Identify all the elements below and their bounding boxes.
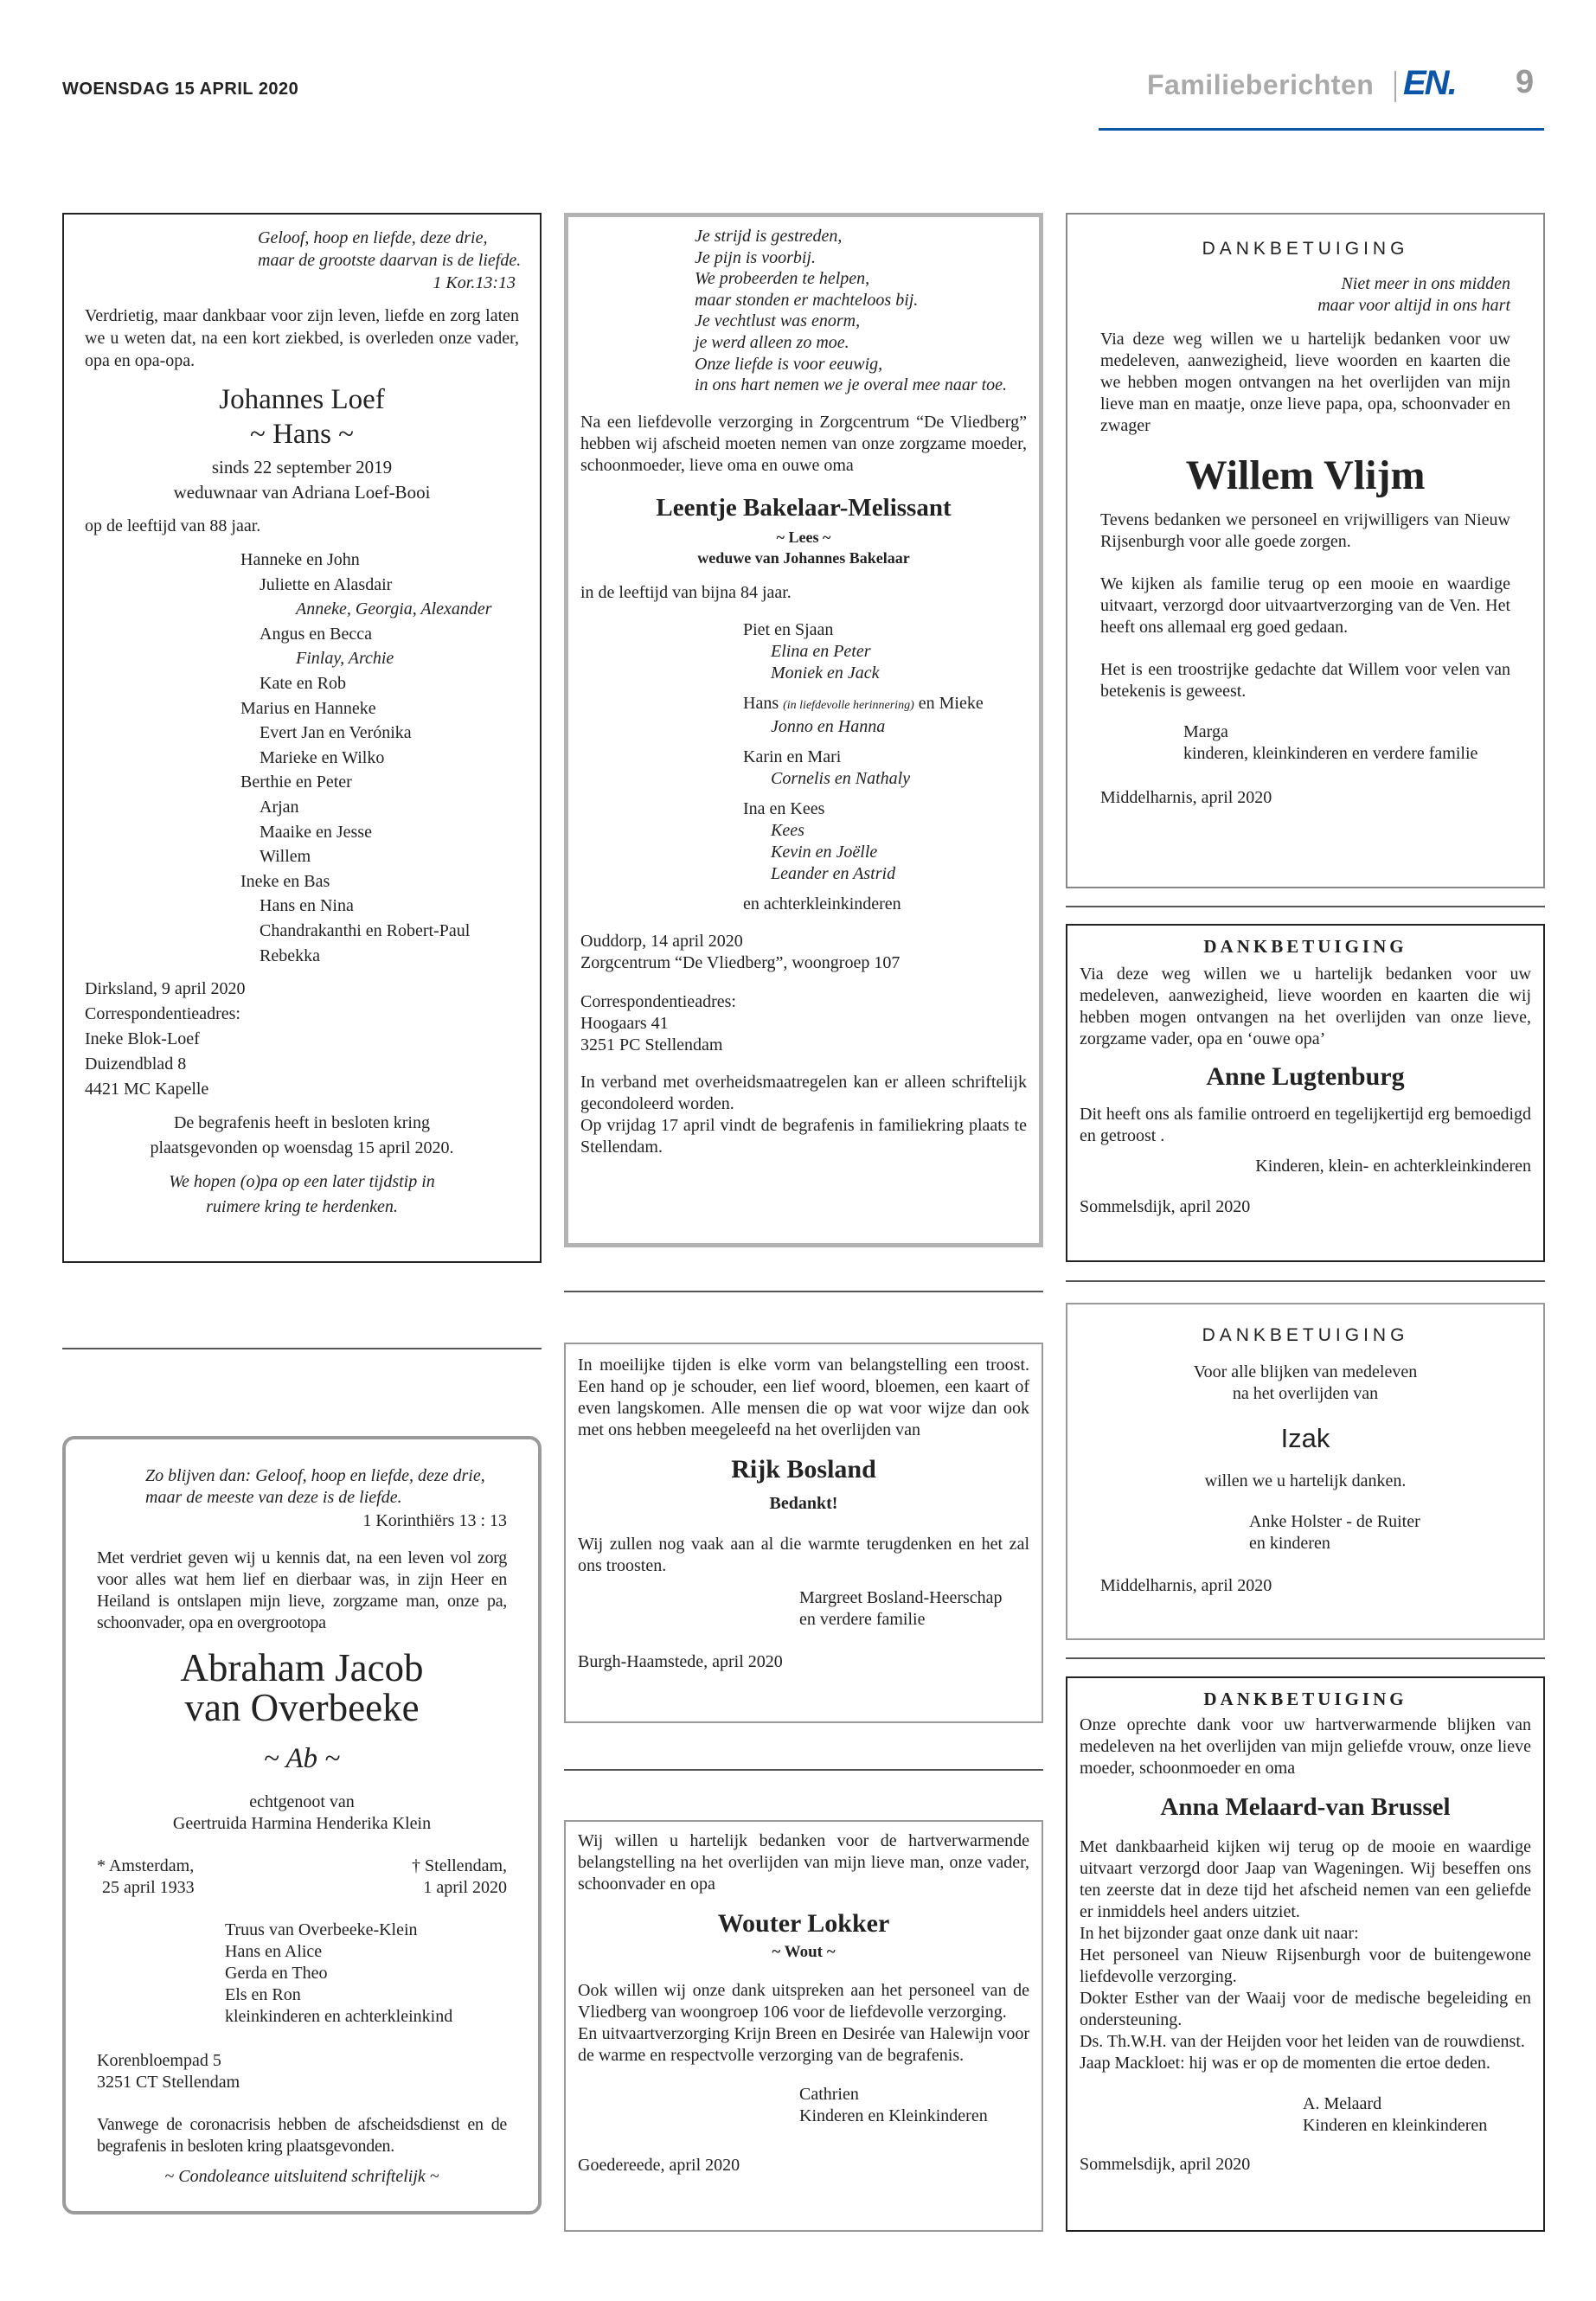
deceased-name: Izak <box>1280 1423 1330 1453</box>
covid-note: Vanwege de coronacrisis hebben de afscheidsdienst en de begrafenis in besloten kring plaatsgevonden. <box>97 2115 507 2156</box>
quote-line: Niet meer in ons midden <box>1341 274 1510 293</box>
death-block <box>412 1856 507 1899</box>
measures-note: In verband met overheidsmaatregelen kan er alleen schriftelijk gecondoleerd worden. <box>580 1072 1027 1113</box>
signature-name: A. Melaard <box>1303 2094 1382 2113</box>
family-member: Kate en Rob <box>260 673 346 693</box>
family-head: Karin en Mari <box>743 747 842 766</box>
signature <box>1303 2093 1531 2137</box>
column-divider <box>62 1348 542 1349</box>
thanks-text: In moeilijke tijden is elke vorm van belangstelling een troost. Een hand op je schouder, een lief woord, bloemen, een kaart of even langskomen. Alle mensen die op wat voor wijze dan ook met ons hebben meegeleefd na het overlijden van <box>578 1356 1029 1439</box>
poem-line: Onze liefde is voor eeuwig, <box>695 354 883 374</box>
column-divider <box>564 1291 1043 1292</box>
thanks-minister: Ds. Th.W.H. van der Heijden voor het leiden van de rouwdienst. <box>1080 2032 1525 2051</box>
heading: DANKBETUIGING <box>1202 239 1409 259</box>
place-date: Burgh-Haamstede, april 2020 <box>578 1652 783 1671</box>
poem-line: maar stonden er machteloos bij. <box>695 290 919 310</box>
quote-line: maar de grootste daarvan is de liefde. <box>258 251 522 270</box>
family-member: Maaike en Jesse <box>260 822 372 842</box>
family-member: Hans en Alice <box>225 1942 323 1961</box>
thanks-staff: Tevens bedanken we personeel en vrijwilligers van Nieuw Rijsenburgh voor alle goede zorgen. <box>1100 510 1510 551</box>
thanks-funeral: We kijken als familie terug op een mooie en waardige uitvaart, verzorgd door uitvaartverzorging van de Ven. Het heeft ons allemaal erg goed gedaan. <box>1100 574 1510 637</box>
thanks-line: willen we u hartelijk danken. <box>1204 1471 1407 1490</box>
comfort-text: Wij zullen nog vaak aan al die warmte terugdenken en het zal ons troosten. <box>578 1535 1029 1575</box>
since-date: sinds 22 september 2019 <box>211 457 393 478</box>
signature-family: en kinderen <box>1249 1534 1330 1553</box>
family-member: Els en Ron <box>225 1985 301 2004</box>
heading: DANKBETUIGING <box>1203 936 1407 957</box>
great-grandchildren: en achterkleinkinderen <box>743 894 901 913</box>
deceased-nickname: ~ Lees ~ <box>776 528 831 546</box>
deceased-name-first: Abraham Jacob <box>180 1646 424 1689</box>
address-block <box>85 977 519 1102</box>
column-divider <box>564 1769 1043 1771</box>
memorial-note: (in liefdevolle herinnering) <box>783 698 914 712</box>
thanks-doctor: Dokter Esther van der Waaij voor de medische begeleiding en ondersteuning. <box>1080 1989 1531 2029</box>
poem-line: in ons hart nemen we je overal mee naar toe. <box>695 375 1008 395</box>
thanks-text: Via deze weg willen we u hartelijk bedanken voor uw medeleven, aanwezigheid, lieve woorden en kaarten die wij hebben mogen ontvangen na het overlijden van onze lieve, zorgzame vader, opa en ‘ouwe opa’ <box>1080 965 1531 1048</box>
thanks-mackloet: Jaap Mackloet: hij was er op de momenten die ertoe deden. <box>1080 2054 1490 2073</box>
family-member: Hanneke en John <box>240 550 360 569</box>
family-member: Elina en Peter <box>771 641 871 661</box>
family-member: Chandrakanthi en Robert-Paul <box>260 920 471 940</box>
family-member: kleinkinderen en achterkleinkind <box>225 2007 453 2026</box>
funeral-note: Op vrijdag 17 april vindt de begrafenis in familiekring plaats te Stellendam. <box>580 1115 1027 1157</box>
signature <box>1249 1511 1510 1554</box>
signature-family: kinderen, kleinkinderen en verdere familie <box>1183 744 1478 763</box>
funeral-line: De begrafenis heeft in besloten kring <box>173 1113 430 1133</box>
widower-line: weduwnaar van Adriana Loef-Booi <box>173 482 431 503</box>
dates-row <box>97 1856 507 1899</box>
death-place: † Stellendam, <box>412 1856 507 1875</box>
thanks-text: Via deze weg willen we u hartelijk bedanken voor uw medeleven, aanwezigheid, lieve woorden en kaarten die we hebben mogen ontvangen na het overlijden van mijn lieve man en maatje, onze lieve papa, opa, schoonvader en zwager <box>1100 330 1510 435</box>
funeral-text: Met dankbaarheid kijken wij terug op de mooie en waardige uitvaart verzorgd door Jaap van Wageningen. Wij beseffen ons ten zeerste dat in deze tijd het afscheid nemen van een geliefde er inmiddels heel anders uitziet. <box>1080 1837 1531 1921</box>
poem-line: je werd alleen zo moe. <box>695 332 849 352</box>
signature-name: Marga <box>1183 722 1228 741</box>
deceased-name: Wouter Lokker <box>717 1909 890 1938</box>
signature: Kinderen, klein- en achterkleinkinderen <box>1255 1157 1531 1176</box>
address-city: 3251 CT Stellendam <box>97 2073 240 2092</box>
funeral-note <box>85 1111 519 1161</box>
deceased-name: Johannes Loef <box>219 384 385 415</box>
poem-line: Je pijn is voorbij. <box>695 247 816 267</box>
intro-line: na het overlijden van <box>1232 1384 1379 1403</box>
header-rule <box>1099 128 1544 131</box>
family-member: Kees <box>771 820 804 840</box>
signature-name: Cathrien <box>799 2085 859 2104</box>
correspondence-city: 4421 MC Kapelle <box>85 1080 209 1099</box>
family-list <box>743 619 1027 915</box>
signature-name: Anke Holster - de Ruiter <box>1249 1512 1420 1531</box>
column-divider <box>1066 1280 1545 1282</box>
notice-abraham-van-overbeeke <box>62 1436 542 2214</box>
family-member: Kevin en Joëlle <box>771 842 878 862</box>
family-member: Anneke, Georgia, Alexander <box>296 599 492 619</box>
remembrance-line: We hopen (o)pa op een later tijdstip in <box>169 1172 435 1192</box>
deceased-nickname: ~ Ab ~ <box>263 1743 341 1774</box>
family-member: Leander en Astrid <box>771 863 896 883</box>
notice-anne-lugtenburg <box>1066 924 1545 1262</box>
correspondence-city: 3251 PC Stellendam <box>580 1035 723 1054</box>
family-head: Piet en Sjaan <box>743 619 834 639</box>
bible-quote <box>145 1465 507 1509</box>
special-thanks-label: In het bijzonder gaat onze dank uit naar: <box>1080 1924 1359 1943</box>
family-head-partner: en Mieke <box>918 693 984 713</box>
correspondence-label: Correspondentieadres: <box>580 991 736 1011</box>
publication-logo: EN. <box>1403 64 1456 102</box>
place-date: Dirksland, 9 april 2020 <box>85 979 246 999</box>
place-date: Sommelsdijk, april 2020 <box>1080 1197 1251 1216</box>
place-date: Sommelsdijk, april 2020 <box>1080 2155 1251 2174</box>
signature-family: Kinderen en Kleinkinderen <box>799 2106 988 2125</box>
family-head: Ina en Kees <box>743 798 825 818</box>
poem-line: We probeerden te helpen, <box>695 269 870 289</box>
heading: DANKBETUIGING <box>1203 1689 1407 1709</box>
family-member: Marieke en Wilko <box>260 747 385 767</box>
poem-line: Je vechtlust was enorm, <box>695 311 861 331</box>
bible-quote <box>258 227 522 294</box>
birth-block <box>97 1856 195 1899</box>
remembrance-line: ruimere kring te herdenken. <box>206 1197 398 1217</box>
family-member: Arjan <box>260 797 299 817</box>
place-date: Ouddorp, 14 april 2020 <box>580 931 743 951</box>
correspondence-name: Ineke Blok-Loef <box>85 1029 200 1049</box>
thanks-staff: Ook willen wij onze dank uitspreken aan het personeel van de Vliedberg van woongroep 106 voor de liefdevolle verzorging. <box>578 1981 1029 2022</box>
place-date: Middelharnis, april 2020 <box>1100 1576 1272 1595</box>
funeral-line: plaatsgevonden op woensdag 15 april 2020. <box>150 1138 454 1158</box>
poem-line: Je strijd is gestreden, <box>695 227 843 246</box>
issue-date: WOENSDAG 15 APRIL 2020 <box>62 80 299 99</box>
family-member: Finlay, Archie <box>296 649 394 669</box>
correspondence-street: Hoogaars 41 <box>580 1013 669 1033</box>
column-divider <box>1066 1657 1545 1659</box>
family-head <box>743 693 1027 716</box>
family-member: Willem <box>260 847 311 867</box>
correspondence-label: Correspondentieadres: <box>85 1004 240 1024</box>
death-date: 1 april 2020 <box>423 1878 507 1897</box>
spouse-label: echtgenoot van <box>249 1792 355 1811</box>
deceased-nickname: ~ Wout ~ <box>772 1943 836 1961</box>
address-street: Korenbloempad 5 <box>97 2051 221 2070</box>
quote-line: Zo blijven dan: Geloof, hoop en liefde, deze drie, <box>145 1466 485 1485</box>
birth-place: * Amsterdam, <box>97 1856 195 1875</box>
family-member: Evert Jan en Verónika <box>260 723 412 743</box>
family-member: Marius en Hanneke <box>240 698 376 718</box>
family-member: Truus van Overbeeke-Klein <box>225 1920 418 1939</box>
intro-text: Met verdriet geven wij u kennis dat, na een leven vol zorg voor alles wat hem lief en dierbaar was, in zijn Heer en Heiland is ontslapen mijn lieve, zorgzame man, onze pa, schoonvader, opa en overgrootopa <box>97 1548 507 1632</box>
signature-name: Margreet Bosland-Heerschap <box>799 1588 1003 1607</box>
correspondence-street: Duizendblad 8 <box>85 1054 187 1074</box>
family-head-name: Hans <box>743 693 779 713</box>
deceased-name: Leentje Bakelaar-Melissant <box>656 493 952 522</box>
thanks-funeral: En uitvaartverzorging Krijn Breen en Desirée van Halewijn voor de warme en respectvolle verzorging van de begrafenis. <box>578 2024 1029 2065</box>
address-block <box>580 991 1027 1056</box>
place-date: Goedereede, april 2020 <box>578 2156 740 2175</box>
family-list <box>225 1920 507 2028</box>
intro-line: Voor alle blijken van medeleven <box>1193 1362 1418 1381</box>
thanks-word: Bedankt! <box>769 1494 838 1513</box>
deceased-nickname: ~ Hans ~ <box>249 419 355 450</box>
page-number: 9 <box>1516 64 1535 100</box>
notice-willem-vlijm <box>1066 213 1545 888</box>
poem <box>695 226 1027 396</box>
remembrance-note <box>85 1170 519 1220</box>
quote-reference: 1 Korinthiërs 13 : 13 <box>362 1511 507 1530</box>
comfort-text: Het is een troostrijke gedachte dat Willem voor velen van betekenis is geweest. <box>1100 660 1510 701</box>
family-member: Juliette en Alasdair <box>260 574 393 594</box>
birth-date: 25 april 1933 <box>102 1878 195 1897</box>
intro-text: Na een liefdevolle verzorging in Zorgcentrum “De Vliedberg” hebben wij afscheid moeten nemen van onze zorgzame moeder, schoonmoeder, lieve oma en ouwe oma <box>580 412 1027 475</box>
deceased-name: Willem Vlijm <box>1185 452 1426 498</box>
address-block <box>97 2050 507 2093</box>
heading: DANKBETUIGING <box>1202 1325 1409 1345</box>
quote <box>1100 273 1510 317</box>
quote-reference: 1 Kor.13:13 <box>433 273 516 292</box>
deceased-name: Anne Lugtenburg <box>1206 1062 1405 1091</box>
place-date: Middelharnis, april 2020 <box>1100 788 1272 807</box>
thanks-staff: Het personeel van Nieuw Rijsenburgh voor de buitengewone liefdevolle verzorging. <box>1080 1945 1531 1986</box>
signature <box>1183 721 1510 765</box>
intro-text <box>1100 1362 1510 1405</box>
family-member: Hans en Nina <box>260 896 354 916</box>
quote-line: maar voor altijd in ons hart <box>1317 296 1510 315</box>
notice-izak <box>1066 1303 1545 1640</box>
intro-text: Verdrietig, maar dankbaar voor zijn leven, liefde en zorg laten we u weten dat, na een kort ziekbed, is overleden onze vader, opa en opa-opa. <box>85 306 519 370</box>
thanks-text: Onze oprechte dank voor uw hartverwarmende blijken van medeleven na het overlijden van mijn geliefde vrouw, onze lieve moeder, schoonmoeder en oma <box>1080 1715 1531 1778</box>
family-member: Jonno en Hanna <box>771 716 886 736</box>
notice-rijk-bosland <box>564 1343 1043 1723</box>
notice-anna-melaard <box>1066 1676 1545 2232</box>
family-member: Gerda en Theo <box>225 1964 328 1983</box>
header-divider <box>1394 71 1396 102</box>
deceased-name: Rijk Bosland <box>731 1455 876 1484</box>
deceased-name: Anna Melaard-van Brussel <box>1160 1793 1451 1821</box>
care-centre: Zorgcentrum “De Vliedberg”, woongroep 107 <box>580 952 901 972</box>
notice-wouter-lokker <box>564 1820 1043 2232</box>
thanks-text-2: Dit heeft ons als familie ontroerd en tegelijkertijd erg bemoedigd en getroost . <box>1080 1105 1531 1145</box>
widow-line: weduwe van Johannes Bakelaar <box>697 548 910 567</box>
notice-johannes-loef <box>62 213 542 1263</box>
quote-line: maar de meeste van deze is de liefde. <box>145 1488 402 1507</box>
deceased-name-last: van Overbeeke <box>184 1686 420 1729</box>
family-member: Rebekka <box>260 945 320 965</box>
family-member: Angus en Becca <box>260 624 372 644</box>
location-block <box>580 931 1027 974</box>
signature-family: en verdere familie <box>799 1610 926 1629</box>
column-divider <box>1066 906 1545 907</box>
family-member: Berthie en Peter <box>240 772 352 792</box>
quote-line: Geloof, hoop en liefde, deze drie, <box>258 228 488 247</box>
signature <box>799 2084 1029 2127</box>
age-line: op de leeftijd van 88 jaar. <box>85 516 261 535</box>
family-member: Moniek en Jack <box>771 663 880 683</box>
age-line: in de leeftijd van bijna 84 jaar. <box>580 582 792 602</box>
thanks-text: Wij willen u hartelijk bedanken voor de hartverwarmende belangstelling na het overlijden van mijn lieve man, onze vader, schoonvader en opa <box>578 1831 1029 1894</box>
spouse-name: Geertruida Harmina Henderika Klein <box>172 1814 432 1833</box>
condolence-note: ~ Condoleance uitsluitend schriftelijk ~ <box>164 2167 439 2186</box>
family-member: Ineke en Bas <box>240 871 330 891</box>
signature <box>799 1587 1029 1631</box>
family-member: Cornelis en Nathaly <box>771 768 911 788</box>
signature-family: Kinderen en kleinkinderen <box>1303 2116 1488 2135</box>
section-title: Familieberichten <box>1147 69 1375 100</box>
notice-leentje-bakelaar <box>564 213 1043 1247</box>
family-list <box>240 548 519 968</box>
